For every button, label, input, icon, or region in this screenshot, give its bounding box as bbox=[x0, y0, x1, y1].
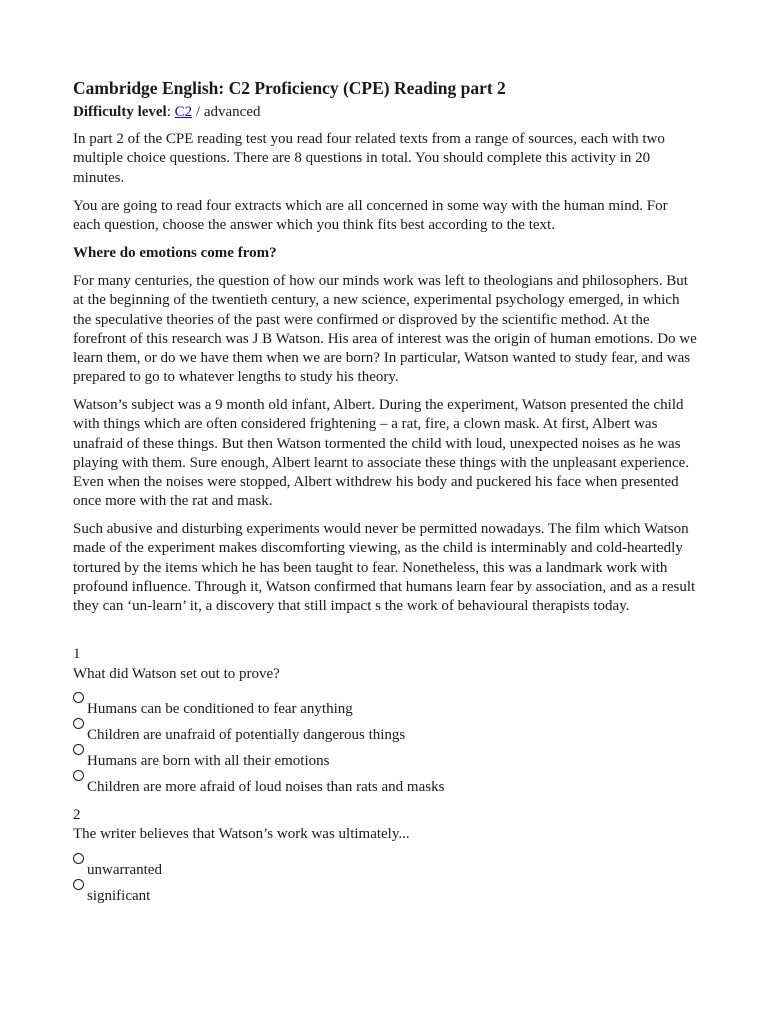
option-label: Humans can be conditioned to fear anything bbox=[87, 701, 353, 717]
passage-paragraph-1: For many centuries, the question of how our minds work was left to theologians and philosophers. But at the beginning of the twentieth century, a new science, experimental psychology emerged, in which the speculative theories of the past were confirmed or disproved by the scientific method. At the forefront of this research was J B Watson. His area of interest was the origin of human emotions. Do we learn them, or do we have them when we are born? In particular, Watson wanted to study fear, and was prepared to go to whatever lengths to study his theory. bbox=[73, 273, 697, 386]
intro-paragraph-2: You are going to read four extracts which are all concerned in some way with the human mind. For each question, choose the answer which you think fits best according to the text. bbox=[73, 198, 668, 234]
option-label: Humans are born with all their emotions bbox=[87, 753, 330, 769]
question-1-option-4[interactable] bbox=[73, 773, 444, 793]
question-2-text: The writer believes that Watson’s work was ultimately... bbox=[73, 826, 410, 842]
question-2-number: 2 bbox=[73, 807, 81, 823]
section-heading: Where do emotions come from? bbox=[73, 245, 277, 261]
intro-paragraph-1: In part 2 of the CPE reading test you read four related texts from a range of sources, each with two multiple choice questions. There are 8 questions in total. You should complete this activity in 20 minutes. bbox=[73, 131, 665, 186]
question-1-option-1[interactable] bbox=[73, 695, 353, 715]
option-label: significant bbox=[87, 888, 151, 904]
radio-button[interactable] bbox=[73, 853, 84, 864]
difficulty-colon: : bbox=[166, 104, 171, 120]
difficulty-suffix: / advanced bbox=[192, 104, 261, 120]
difficulty-level bbox=[73, 103, 260, 122]
option-label: Children are more afraid of loud noises than rats and masks bbox=[87, 779, 445, 795]
question-2-option-1[interactable] bbox=[73, 856, 162, 876]
option-label: Children are unafraid of potentially dangerous things bbox=[87, 727, 406, 743]
difficulty-link-c2[interactable]: C2 bbox=[174, 104, 193, 120]
passage-paragraph-3: Such abusive and disturbing experiments would never be permitted nowadays. The film which Watson made of the experiment makes discomforting viewing, as the child is interminably and cold-heartedly tortured by the items which he has been taught to fear. Nonetheless, this was a landmark work with profound influence. Through it, Watson confirmed that humans learn fear by association, and as a result they can ‘un-learn’ it, a discovery that still impact s the work of behavioural therapists today. bbox=[73, 521, 696, 615]
passage-paragraph-2: Watson’s subject was a 9 month old infant, Albert. During the experiment, Watson presented the child with things which are often considered frightening – a rat, fire, a clown mask. At first, Albert was unafraid of these things. But then Watson tormented the child with loud, unexpected noises as he was playing with them. Sure enough, Albert learnt to associate these things with the unpleasant experience. Even when the noises were stopped, Albert withdrew his body and puckered his face when presented once more with the rat and mask. bbox=[73, 397, 690, 510]
radio-button[interactable] bbox=[73, 744, 84, 755]
question-2-option-2[interactable] bbox=[73, 882, 150, 902]
radio-button[interactable] bbox=[73, 718, 84, 729]
page-title: Cambridge English: C2 Proficiency (CPE) Reading part 2 bbox=[73, 78, 506, 98]
question-1-text: What did Watson set out to prove? bbox=[73, 666, 280, 682]
difficulty-label: Difficulty level bbox=[73, 104, 167, 120]
radio-button[interactable] bbox=[73, 692, 84, 703]
radio-button[interactable] bbox=[73, 770, 84, 781]
question-1-option-3[interactable] bbox=[73, 747, 329, 767]
question-1-number: 1 bbox=[73, 646, 81, 662]
question-1-option-2[interactable] bbox=[73, 721, 405, 741]
radio-button[interactable] bbox=[73, 879, 84, 890]
option-label: unwarranted bbox=[87, 862, 162, 878]
